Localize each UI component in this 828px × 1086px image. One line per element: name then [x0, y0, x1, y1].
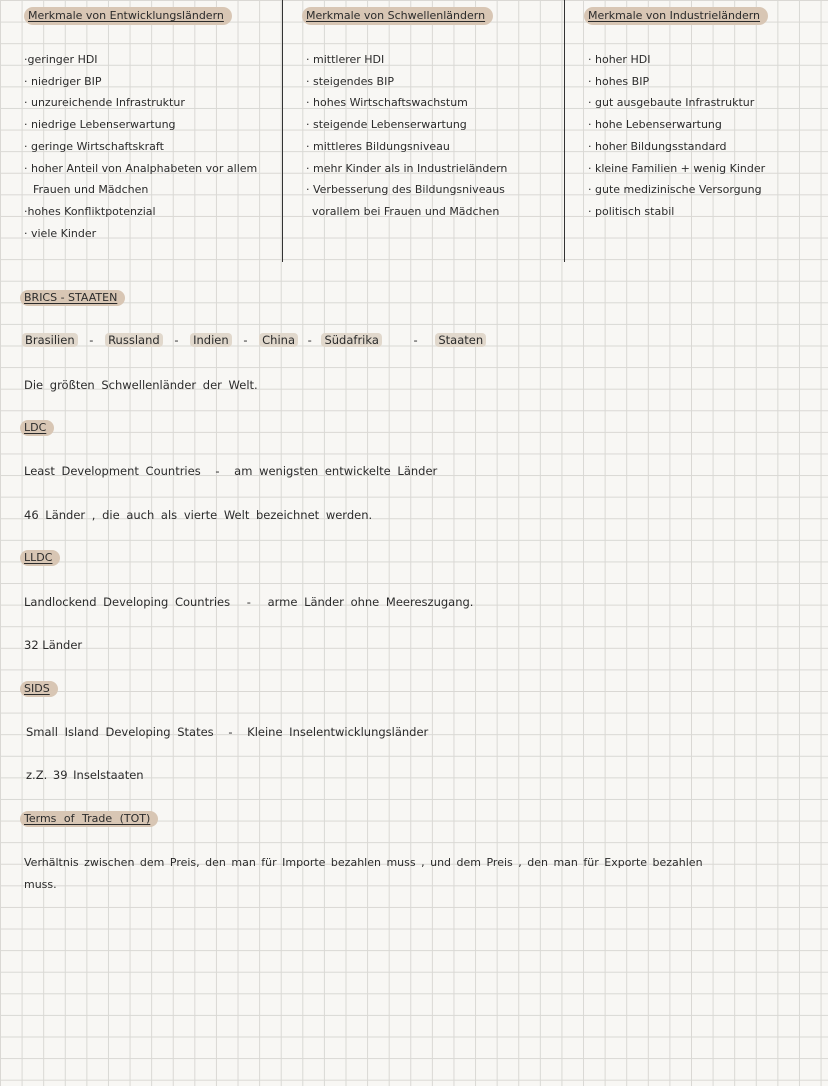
- ldc-note: 46 Länder , die auch als vierte Welt bezeichnet werden.: [24, 508, 373, 522]
- ldc-heading: LDC: [20, 420, 54, 436]
- brics-separator: -: [413, 333, 418, 347]
- sids-heading: SIDS: [20, 681, 58, 697]
- brics-separator: -: [307, 333, 312, 347]
- list-item: · gut ausgebaute Infrastruktur: [588, 96, 755, 110]
- ldc-definition: [24, 464, 437, 478]
- lldc-dash: -: [246, 595, 251, 609]
- list-item: · steigende Lebenserwartung: [306, 118, 467, 132]
- brics-country: Brasilien: [22, 333, 78, 347]
- sids-translation: Kleine Inselentwicklungsländer: [247, 725, 429, 739]
- list-schwellenlaender: [306, 49, 507, 223]
- lldc-note: 32 Länder: [24, 638, 83, 652]
- sids-definition: [26, 725, 428, 739]
- sids-dash: -: [228, 725, 233, 739]
- brics-country: China: [259, 333, 298, 347]
- list-item: · hoher Bildungsstandard: [588, 139, 727, 153]
- list-item: · gute medizinische Versorgung: [588, 183, 762, 197]
- brics-country: Südafrika: [321, 333, 381, 347]
- lldc-term: Landlockend Developing Countries: [24, 595, 231, 609]
- list-item: · politisch stabil: [588, 204, 675, 218]
- heading-entwicklungslaender: Merkmale von Entwicklungsländern: [24, 7, 232, 25]
- brics-description: Die größten Schwellenländer der Welt.: [24, 378, 258, 392]
- list-item: · geringe Wirtschaftskraft: [24, 139, 164, 153]
- lldc-translation: arme Länder ohne Meereszugang.: [267, 595, 474, 609]
- heading-schwellenlaender: Merkmale von Schwellenländern: [302, 7, 493, 25]
- list-item: · mittleres Bildungsniveau: [306, 139, 450, 153]
- lldc-heading: LLDC: [20, 550, 60, 566]
- ldc-dash: -: [215, 464, 220, 478]
- list-item: · mehr Kinder als in Industrieländern: [306, 161, 508, 175]
- brics-row: [22, 333, 486, 347]
- ldc-translation: am wenigsten entwickelte Länder: [234, 464, 438, 478]
- list-entwicklungslaender: [24, 49, 257, 244]
- brics-separator: -: [174, 333, 179, 347]
- list-item: · hoher Anteil von Analphabeten vor allem: [24, 161, 258, 175]
- list-item: · hohe Lebenserwartung: [588, 118, 722, 132]
- tot-definition-line-1: Verhältnis zwischen dem Preis, den man für Importe bezahlen muss , und dem Preis , den man für Exporte bezahlen: [24, 856, 703, 869]
- sids-note: z.Z. 39 Inselstaaten: [26, 768, 144, 782]
- list-item: · unzureichende Infrastruktur: [24, 96, 185, 110]
- list-item: · hohes BIP: [588, 74, 650, 88]
- brics-separator: -: [89, 333, 94, 347]
- list-item: · hoher HDI: [588, 53, 651, 66]
- list-item: · hohes Wirtschaftswachstum: [306, 96, 468, 110]
- list-item: · steigendes BIP: [306, 74, 394, 88]
- column-divider-2: [564, 0, 565, 262]
- brics-heading: BRICS - STAATEN: [20, 290, 125, 306]
- ldc-term: Least Development Countries: [24, 464, 201, 478]
- list-item: ·hohes Konfliktpotenzial: [24, 204, 156, 218]
- list-item: ·geringer HDI: [24, 53, 98, 66]
- list-item: · niedrige Lebenserwartung: [24, 118, 176, 132]
- heading-industrielaender: Merkmale von Industrieländern: [584, 7, 768, 25]
- column-divider-1: [282, 0, 283, 262]
- brics-country: Russland: [105, 333, 163, 347]
- list-item: · Verbesserung des Bildungsniveaus: [306, 183, 505, 197]
- tot-definition-line-2: muss.: [24, 878, 57, 891]
- tot-heading: Terms of Trade (TOT): [20, 811, 158, 827]
- list-item: · viele Kinder: [24, 226, 97, 240]
- list-item: · mittlerer HDI: [306, 53, 385, 66]
- brics-separator: -: [243, 333, 248, 347]
- list-item: vorallem bei Frauen und Mädchen: [312, 204, 500, 218]
- brics-suffix: Staaten: [435, 333, 486, 347]
- brics-country: Indien: [190, 333, 232, 347]
- list-item: · niedriger BIP: [24, 74, 102, 88]
- sids-term: Small Island Developing States: [26, 725, 214, 739]
- list-item: Frauen und Mädchen: [33, 183, 149, 197]
- lldc-definition: [24, 595, 473, 609]
- list-item: · kleine Familien + wenig Kinder: [588, 161, 766, 175]
- list-industrielaender: [588, 49, 765, 223]
